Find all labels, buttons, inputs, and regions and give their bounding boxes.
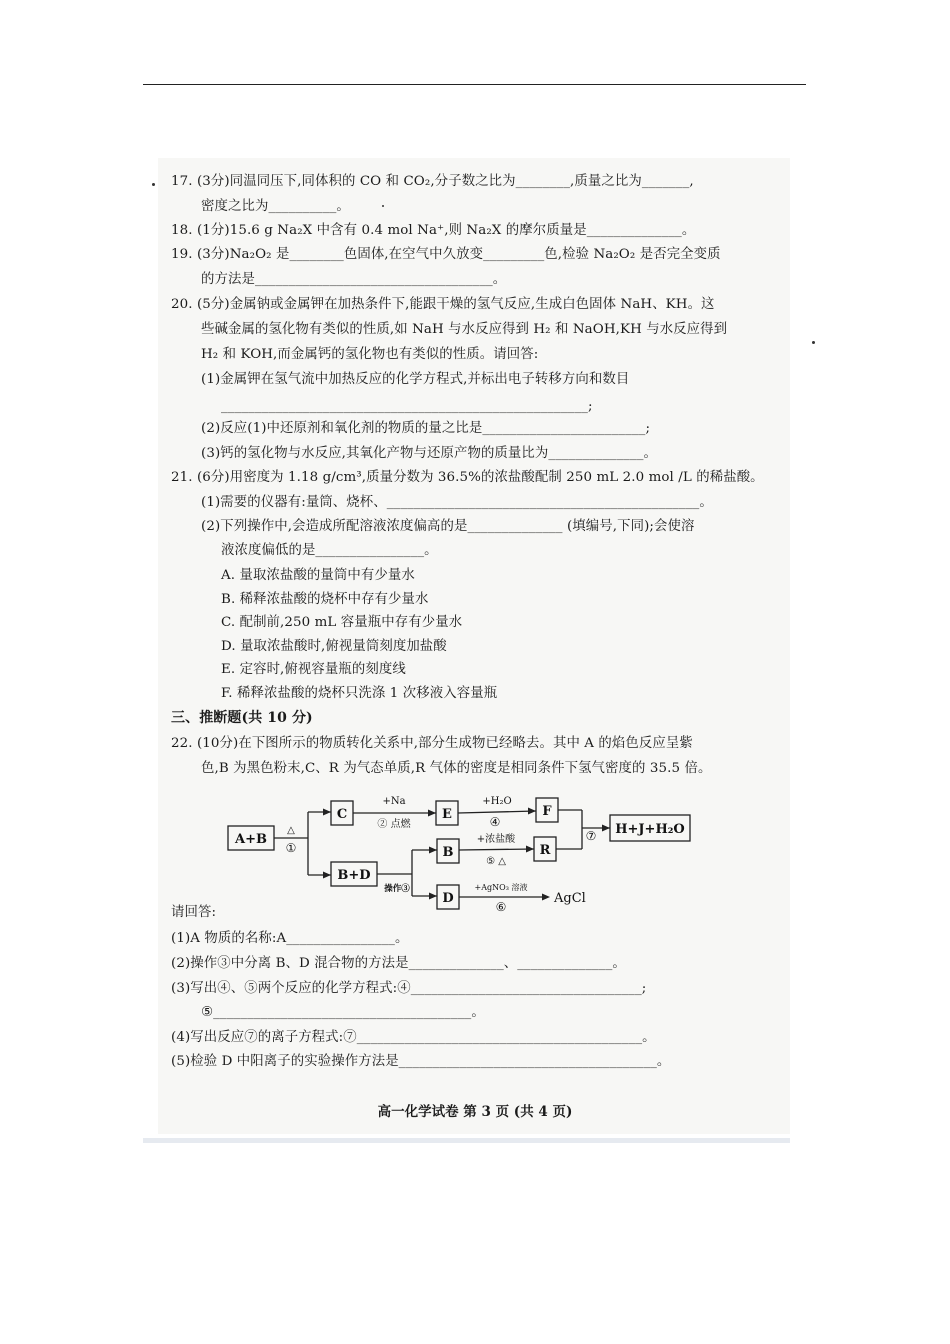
- label-products: H+J+H₂O: [615, 822, 685, 837]
- reagent-agno3: +AgNO₃ 溶液: [474, 883, 528, 892]
- step-1: ①: [285, 841, 297, 855]
- scan-speck: [812, 341, 815, 344]
- question-19-line2: 的方法是___________________________________。: [201, 272, 507, 287]
- question-22-line2: 色,B 为黑色粉末,C、R 为气态单质,R 气体的密度是相同条件下氢气密度的 35.5 倍。: [201, 761, 712, 776]
- question-20-part2: (2)反应(1)中还原剂和氧化剂的物质的量之比是________________________;: [201, 421, 651, 436]
- option-c: C. 配制前,250 mL 容量瓶中存有少量水: [221, 615, 463, 630]
- question-20-line3: H₂ 和 KOH,而金属钙的氢化物也有类似的性质。请回答:: [201, 347, 539, 362]
- question-20-part3: (3)钙的氢化物与水反应,其氧化产物与还原产物的质量比为______________。: [201, 446, 658, 461]
- heat-symbol: △: [287, 825, 295, 836]
- step-5: ⑤ △: [486, 856, 506, 867]
- scan-speck: [382, 205, 384, 207]
- label-e: E: [442, 807, 452, 822]
- reagent-na: +Na: [382, 796, 406, 807]
- answer-2: (2)操作③中分离 B、D 混合物的方法是______________、______________。: [171, 956, 626, 971]
- answer-3: (3)写出④、⑤两个反应的化学方程式:④__________________________________;: [171, 981, 647, 996]
- question-17-line1: 17. (3分)同温同压下,同体积的 CO 和 CO₂,分子数之比为________,质量之比为_______,: [171, 174, 694, 189]
- question-21-part1: (1)需要的仪器有:量筒、烧杯、______________________________________________。: [201, 495, 713, 510]
- question-21-part2-line2: 液浓度偏低的是________________。: [221, 543, 438, 558]
- option-f: F. 稀释浓盐酸的烧杯只洗涤 1 次移液入容量瓶: [221, 686, 498, 701]
- reagent-water: +H₂O: [482, 796, 512, 807]
- label-r: R: [539, 843, 551, 858]
- operation-3: 操作③: [384, 884, 410, 894]
- option-d: D. 量取浓盐酸时,俯视量筒刻度加盐酸: [221, 639, 447, 654]
- question-17-line2: 密度之比为__________。: [201, 199, 350, 214]
- question-20-line1: 20. (5分)金属钠或金属钾在加热条件下,能跟干燥的氢气反应,生成白色固体 NaH、KH。这: [171, 297, 715, 312]
- question-20-part1-answer: ______________________________________________________;: [221, 399, 593, 414]
- label-a-plus-b: A+B: [235, 832, 267, 847]
- question-19-line1: 19. (3分)Na₂O₂ 是________色固体,在空气中久放变_________色,检验 Na₂O₂ 是否完全变质: [171, 247, 721, 262]
- reagent-conc-hcl: +浓盐酸: [476, 834, 516, 845]
- answer-prompt: 请回答:: [171, 905, 217, 920]
- option-a: A. 量取浓盐酸的量筒中有少量水: [221, 568, 415, 583]
- question-18: 18. (1分)15.6 g Na₂X 中含有 0.4 mol Na⁺,则 Na₂X 的摩尔质量是______________。: [171, 223, 696, 238]
- step-7: ⑦: [585, 829, 597, 843]
- answer-5: (5)检验 D 中阳离子的实验操作方法是______________________________________。: [171, 1054, 671, 1069]
- question-20-part1: (1)金属钾在氢气流中加热反应的化学方程式,并标出电子转移方向和数目: [201, 372, 630, 387]
- answer-3-line2: ⑤______________________________________。: [201, 1005, 485, 1020]
- step-4: ④: [489, 815, 501, 829]
- option-e: E. 定容时,俯视容量瓶的刻度线: [221, 662, 406, 677]
- scan-speck: [152, 183, 155, 186]
- step-2: ② 点燃: [377, 819, 411, 830]
- answer-1: (1)A 物质的名称:A________________。: [171, 931, 409, 946]
- question-21-part2: (2)下列操作中,会造成所配溶液浓度偏高的是______________ (填编号,下同);会使溶: [201, 519, 695, 534]
- answer-4: (4)写出反应⑦的离子方程式:⑦__________________________________________。: [171, 1030, 656, 1045]
- label-b-plus-d: B+D: [337, 868, 371, 883]
- question-20-line2: 些碱金属的氢化物有类似的性质,如 NaH 与水反应得到 H₂ 和 NaOH,KH 与水反应得到: [201, 322, 728, 337]
- product-agcl: AgCl: [554, 891, 586, 906]
- label-f: F: [542, 804, 552, 819]
- page-footer: 高一化学试卷 第 3 页 (共 4 页): [377, 1104, 573, 1120]
- question-21-line1: 21. (6分)用密度为 1.18 g/cm³,质量分数为 36.5%的浓盐酸配制 250 mL 2.0 mol /L 的稀盐酸。: [171, 470, 764, 485]
- label-c: C: [336, 807, 348, 822]
- label-d: D: [442, 891, 454, 906]
- label-b: B: [442, 845, 454, 860]
- option-b: B. 稀释浓盐酸的烧杯中存有少量水: [221, 592, 429, 607]
- header-rule: [143, 84, 806, 85]
- reaction-flow-diagram: [224, 782, 704, 917]
- section-heading: 三、推断题(共 10 分): [171, 710, 313, 726]
- step-6: ⑥: [495, 900, 507, 914]
- bottom-rule: [143, 1138, 790, 1143]
- question-22-line1: 22. (10分)在下图所示的物质转化关系中,部分生成物已经略去。其中 A 的焰色反应呈紫: [171, 736, 693, 751]
